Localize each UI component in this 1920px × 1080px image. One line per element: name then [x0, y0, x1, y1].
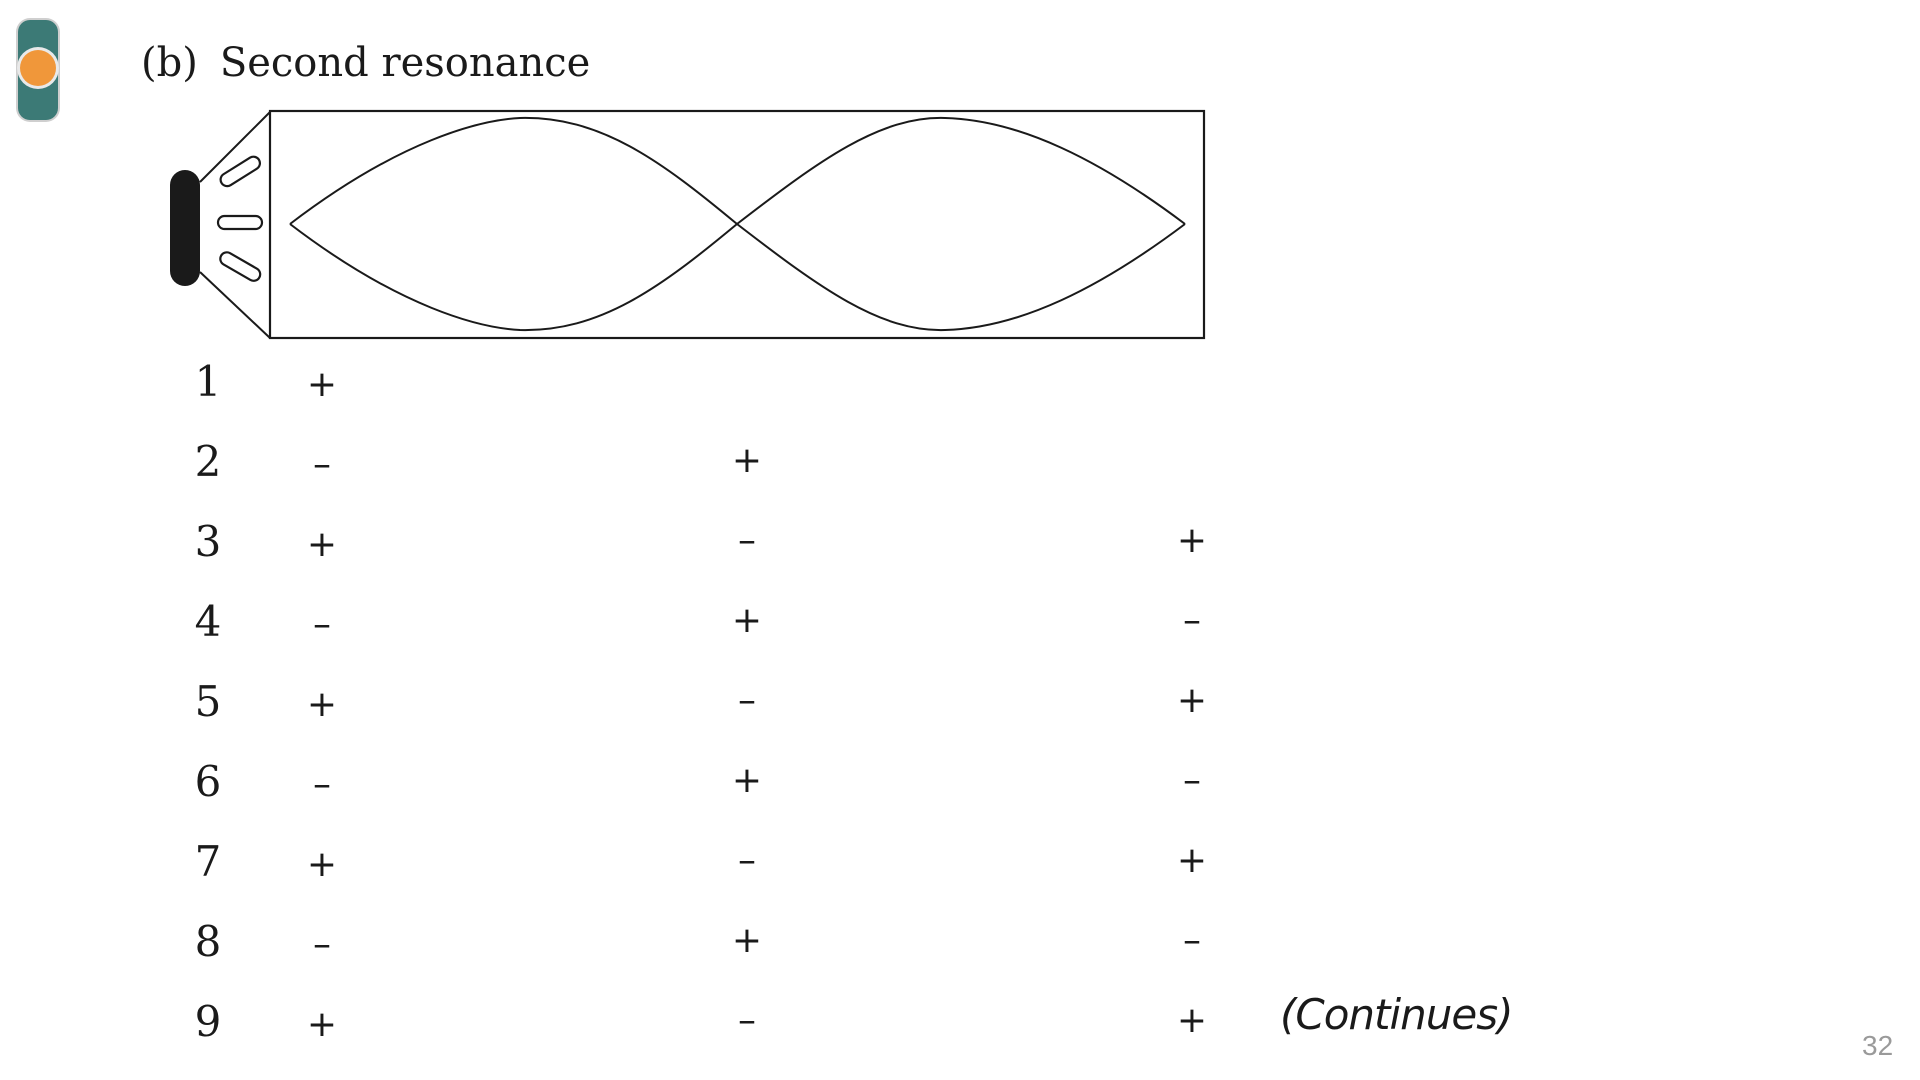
sign-cell: – [313, 924, 331, 965]
speaker-body [170, 170, 200, 286]
sign-cell: + [306, 524, 338, 565]
title-text: Second resonance [219, 40, 591, 86]
row-number: 3 [194, 517, 222, 566]
sign-cell: – [738, 680, 756, 721]
sign-cell: – [1183, 920, 1201, 961]
sign-cell: + [306, 684, 338, 725]
sign-cell: + [306, 1004, 338, 1045]
sign-cell: – [738, 1000, 756, 1041]
sign-cell: – [1183, 760, 1201, 801]
sign-cell: + [731, 600, 763, 641]
speaker-cone-bottom [200, 272, 270, 338]
part-label: (b) [141, 40, 198, 86]
page-number: 32 [1862, 1030, 1894, 1061]
row-number: 5 [194, 677, 222, 726]
wave-envelope-upper [290, 118, 1185, 224]
sign-cell: + [306, 844, 338, 885]
row-number: 2 [194, 437, 222, 486]
row-number: 1 [194, 357, 222, 406]
row-number: 4 [194, 597, 222, 646]
sign-cell: + [731, 760, 763, 801]
sign-cell: + [1176, 520, 1208, 561]
sound-wave-icon [218, 216, 262, 229]
sign-cell: + [306, 364, 338, 405]
sign-cell: – [313, 444, 331, 485]
sign-cell: + [731, 920, 763, 961]
sign-cell: + [731, 440, 763, 481]
row-number: 9 [194, 997, 222, 1046]
continues-note: (Continues) [1280, 990, 1513, 1039]
wave-envelope-lower [290, 224, 1185, 330]
sign-cell: – [313, 604, 331, 645]
row-number: 8 [194, 917, 222, 966]
sign-cell: – [738, 520, 756, 561]
sign-cell: + [1176, 1000, 1208, 1041]
speaker-cone-top [200, 112, 270, 182]
row-number: 6 [194, 757, 222, 806]
row-number: 7 [194, 837, 222, 886]
sign-cell: + [1176, 840, 1208, 881]
sign-cell: – [1183, 600, 1201, 641]
sound-wave-icon [218, 154, 262, 188]
sign-cell: – [738, 840, 756, 881]
sign-cell: + [1176, 680, 1208, 721]
sign-cell: – [313, 764, 331, 805]
sound-wave-icon [218, 250, 263, 283]
